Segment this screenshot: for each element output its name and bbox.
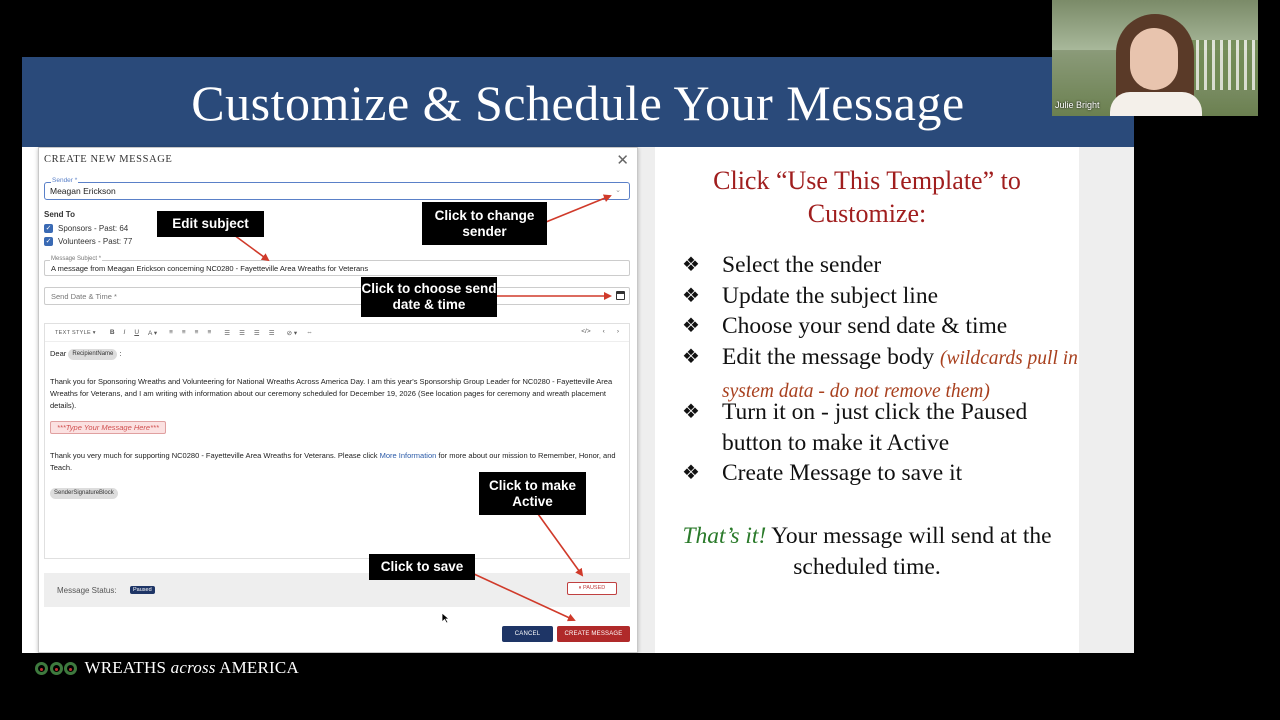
save-arrow <box>474 574 574 620</box>
instruction-text: Choose your send date & time <box>722 313 1008 339</box>
align-center-icon[interactable]: ≡ <box>181 329 186 336</box>
italic-icon[interactable]: I <box>123 329 126 336</box>
more-information-link[interactable]: More Information <box>379 451 437 460</box>
footer-brand-text <box>85 658 299 678</box>
text-color-icon[interactable]: A ▾ <box>148 329 158 337</box>
bold-icon[interactable]: B <box>109 329 115 336</box>
greeting-text: Dear <box>50 349 67 358</box>
thats-it-emphasis: That’s it! <box>682 523 767 549</box>
message-status-label: Message Status: <box>57 586 117 595</box>
presenter-name: Julie Bright <box>1055 100 1100 110</box>
indent-icon[interactable]: ☰ <box>268 329 275 337</box>
presentation-slide <box>22 57 1134 653</box>
link-icon[interactable]: ⊘ ▾ <box>286 329 298 337</box>
outdent-icon[interactable]: ☰ <box>253 329 260 337</box>
horizontal-rule-icon[interactable]: ⇔ <box>306 329 313 336</box>
text-style-dropdown[interactable]: TEXT STYLE ▾ <box>55 329 96 336</box>
instruction-text: Turn it on - just click the Paused button to make it Active <box>722 399 1028 456</box>
subject-label: Message Subject * <box>51 256 102 262</box>
diamond-bullet-icon: ❖ <box>682 401 700 423</box>
instruction-text: Edit the message body <box>722 344 935 370</box>
save-callout: Click to save <box>369 554 475 580</box>
chevron-down-icon[interactable]: ⌄ <box>615 187 621 194</box>
presenter-face <box>1130 28 1178 90</box>
checkbox-checked-icon[interactable]: ✓ <box>45 225 52 232</box>
body-paragraph-1: Thank you for Sponsoring Wreaths and Volunteering for National Wreaths Across America Day. I am this year's Sponsorship Group Leader for NC0280 - Fayetteville Area Wreaths for Veterans, and I am writing with information about our ceremony scheduled for December 19, 2026 (See location pages for ceremony and wreath placement details). <box>50 377 613 410</box>
closing-text: Your message will send at the scheduled time. <box>771 523 1052 580</box>
diamond-bullet-icon: ❖ <box>682 315 700 337</box>
diamond-bullet-icon: ❖ <box>682 462 700 484</box>
create-message-button[interactable]: CREATE MESSAGE <box>557 626 630 642</box>
sender-value: Meagan Erickson <box>50 186 116 196</box>
change-sender-arrow <box>546 196 610 222</box>
instruction-text: Create Message to save it <box>722 460 963 486</box>
sender-signature-chip: SenderSignatureBlock <box>50 488 118 499</box>
status-badge: Paused <box>130 586 155 594</box>
presenter-shirt <box>1110 92 1202 116</box>
volunteers-checkbox-label: Volunteers - Past: 77 <box>58 237 133 246</box>
instruction-text: Update the subject line <box>722 283 938 309</box>
source-code-icon[interactable]: </> <box>581 328 591 335</box>
make-active-arrow <box>538 514 582 575</box>
wreath-icon <box>64 662 77 675</box>
annotation-arrows <box>22 57 1134 653</box>
checkbox-checked-icon[interactable]: ✓ <box>45 238 52 245</box>
paragraph-2-before: Thank you very much for supporting NC0280 - Fayetteville Area Wreaths for Veterans. Please click <box>50 451 378 460</box>
diamond-bullet-icon: ❖ <box>682 254 700 276</box>
cancel-button[interactable]: CANCEL <box>502 626 553 642</box>
subject-value: A message from Meagan Erickson concerning NC0280 - Fayetteville Area Wreaths for Veterans <box>51 264 369 273</box>
wreaths-across-america-logo <box>35 658 299 678</box>
sender-label: Sender * <box>52 177 78 184</box>
wreath-icon <box>35 662 48 675</box>
greeting-suffix: : <box>119 349 122 358</box>
choose-date-callout: Click to choose send date & time <box>361 277 497 317</box>
paragraph-2-after: for more about our mission to Remember, Honor, and Teach. <box>50 451 616 472</box>
send-to-heading: Send To <box>44 210 75 219</box>
diamond-bullet-icon: ❖ <box>682 285 700 307</box>
edit-subject-arrow <box>234 235 268 260</box>
type-message-placeholder: ***Type Your Message Here*** <box>50 421 166 434</box>
change-sender-callout: Click to change sender <box>422 202 547 245</box>
paused-toggle-button[interactable]: ⏸ PAUSED <box>567 582 617 595</box>
bullet-list-icon[interactable]: ☰ <box>224 329 231 337</box>
align-left-icon[interactable]: ≡ <box>169 329 173 336</box>
brand-right: AMERICA <box>219 658 299 677</box>
dialog-title: CREATE NEW MESSAGE <box>44 154 173 165</box>
wreath-icon <box>50 662 63 675</box>
close-icon[interactable]: ✕ <box>616 152 629 169</box>
brand-left: WREATHS <box>84 658 167 677</box>
brand-middle: across <box>170 658 216 677</box>
recipient-name-chip: RecipientName <box>68 349 117 360</box>
instructions-heading: Click “Use This Template” to Customize: <box>713 166 1021 228</box>
undo-icon[interactable]: ‹ <box>602 328 605 335</box>
numbered-list-icon[interactable]: ☰ <box>239 329 245 337</box>
align-right-icon[interactable]: ≡ <box>194 329 199 336</box>
instruction-text: Select the sender <box>722 252 882 278</box>
edit-subject-callout: Edit subject <box>157 211 264 237</box>
presenter-webcam <box>1052 0 1258 116</box>
slide-title: Customize & Schedule Your Message <box>191 75 965 131</box>
make-active-callout: Click to make Active <box>479 472 586 515</box>
send-date-placeholder: Send Date & Time * <box>51 292 117 301</box>
wildcards-note: (wildcards pull in system data - do not remove them) <box>722 348 1078 402</box>
diamond-bullet-icon: ❖ <box>682 346 700 368</box>
sponsors-checkbox-label: Sponsors - Past: 64 <box>58 224 129 233</box>
underline-icon[interactable]: U <box>134 329 140 336</box>
align-justify-icon[interactable]: ≡ <box>207 329 212 336</box>
redo-icon[interactable]: › <box>616 328 619 335</box>
